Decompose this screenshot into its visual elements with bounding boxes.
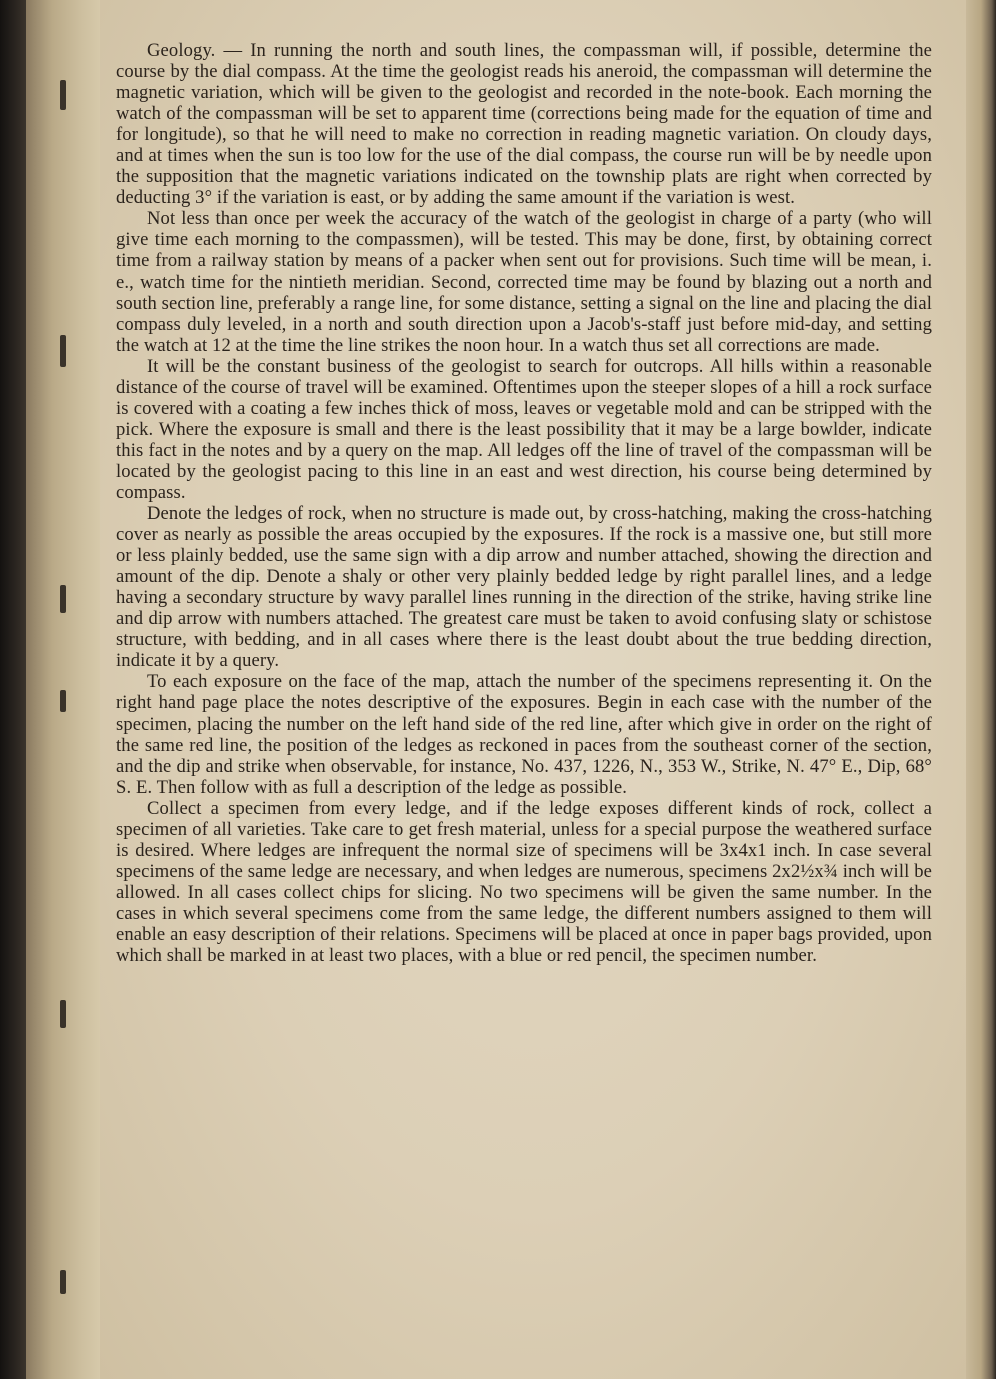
binding-stitch	[60, 335, 66, 367]
page-gutter	[26, 0, 100, 1379]
paragraph-ledge-notation: Denote the ledges of rock, when no structure is made out, by cross-hatching, making the cross-hatching cover as nearly as possible the areas occupied by the exposures. If the rock is a massive one, but still more or less plainly bedded, use the same sign with a dip arrow and number attached, showing the direction and amount of the dip. Denote a shaly or other very plainly bedded ledge by right parallel lines, and a ledge having a secondary structure by wavy parallel lines running in the direction of the strike, having strike line and dip arrow with numbers attached. The greatest care must be taken to avoid confusing slaty or schistose structure, with bedding, and in all cases where there is the least doubt about the true bedding direction, indicate it by a query.	[116, 503, 932, 672]
paragraph-watch-accuracy: Not less than once per week the accuracy of the watch of the geologist in charge of a party (who will give time each morning to the compassmen), will be tested. This may be done, first, by obtaining correct time from a railway station by means of a packer when sent out for provisions. Such time will be mean, i. e., watch time for the nintieth meridian. Second, corrected time may be found by blazing out a north and south section line, preferably a range line, for some distance, setting a signal on the line and placing the dial compass duly leveled, in a north and south direction upon a Jacob's-staff just before mid-day, and setting the watch at 12 at the time the line strikes the noon hour. In a watch thus set all corrections are made.	[116, 208, 932, 356]
binding-stitch	[60, 1000, 66, 1028]
binding-stitch	[60, 585, 66, 613]
paragraph-specimen-numbering: To each exposure on the face of the map, attach the number of the specimens representing it. On the right hand page place the notes descriptive of the exposures. Begin in each case with the number of the specimen, placing the number on the left hand side of the red line, after which give in order on the right of the same red line, the position of the ledges as reckoned in paces from the southeast corner of the section, and the dip and strike when observable, for instance, No. 437, 1226, N., 353 W., Strike, N. 47° E., Dip, 68° S. E. Then follow with as full a description of the ledge as possible.	[116, 671, 932, 798]
paragraph-outcrops: It will be the constant business of the geologist to search for outcrops. All hills within a reasonable distance of the course of travel will be examined. Oftentimes upon the steeper slopes of a hill a rock surface is covered with a coating a few inches thick of moss, leaves or vegetable mold and can be stripped with the pick. Where the exposure is small and there is the least possibility that it may be a large bowlder, indicate this fact in the notes and by a query on the map. All ledges off the line of travel of the compassman will be located by the geologist pacing to this line in an east and west direction, his course being determined by compass.	[116, 355, 932, 503]
binding-stitch	[60, 690, 66, 712]
binding-stitch	[60, 80, 66, 110]
book-spine	[0, 0, 26, 1379]
paragraph-specimen-collection: Collect a specimen from every ledge, and if the ledge exposes different kinds of rock, collect a specimen of all varieties. Take care to get fresh material, unless for a special purpose the weathered surface is desired. Where ledges are infrequent the normal size of specimens will be 3x4x1 inch. In case several specimens of the same ledge are necessary, and when ledges are numerous, specimens 2x2½x¾ inch will be allowed. In all cases collect chips for slicing. No two specimens will be given the same number. In the cases in which several specimens come from the same ledge, the different numbers assigned to them will enable an easy description of their relations. Specimens will be placed at once in paper bags provided, upon which shall be marked in at least two places, with a blue or red pencil, the specimen number.	[116, 797, 932, 967]
binding-stitch	[60, 1270, 66, 1294]
page-text-block	[116, 40, 932, 966]
paragraph-geology: Geology. — In running the north and south lines, the compassman will, if possible, determine the course by the dial compass. At the time the geologist reads his aneroid, the compassman will determine the magnetic variation, which will be given to the geologist and recorded in the note-book. Each morning the watch of the compassman will be set to apparent time (corrections being made for the equation of time and for longitude), so that he will need to make no correction in reading magnetic variation. On cloudy days, and at times when the sun is too low for the use of the dial compass, the course run will be by needle upon the supposition that the magnetic variations indicated on the township plats are right when corrected by deducting 3° if the variation is east, or by adding the same amount if the variation is west.	[116, 40, 932, 209]
page-edge	[966, 0, 996, 1379]
